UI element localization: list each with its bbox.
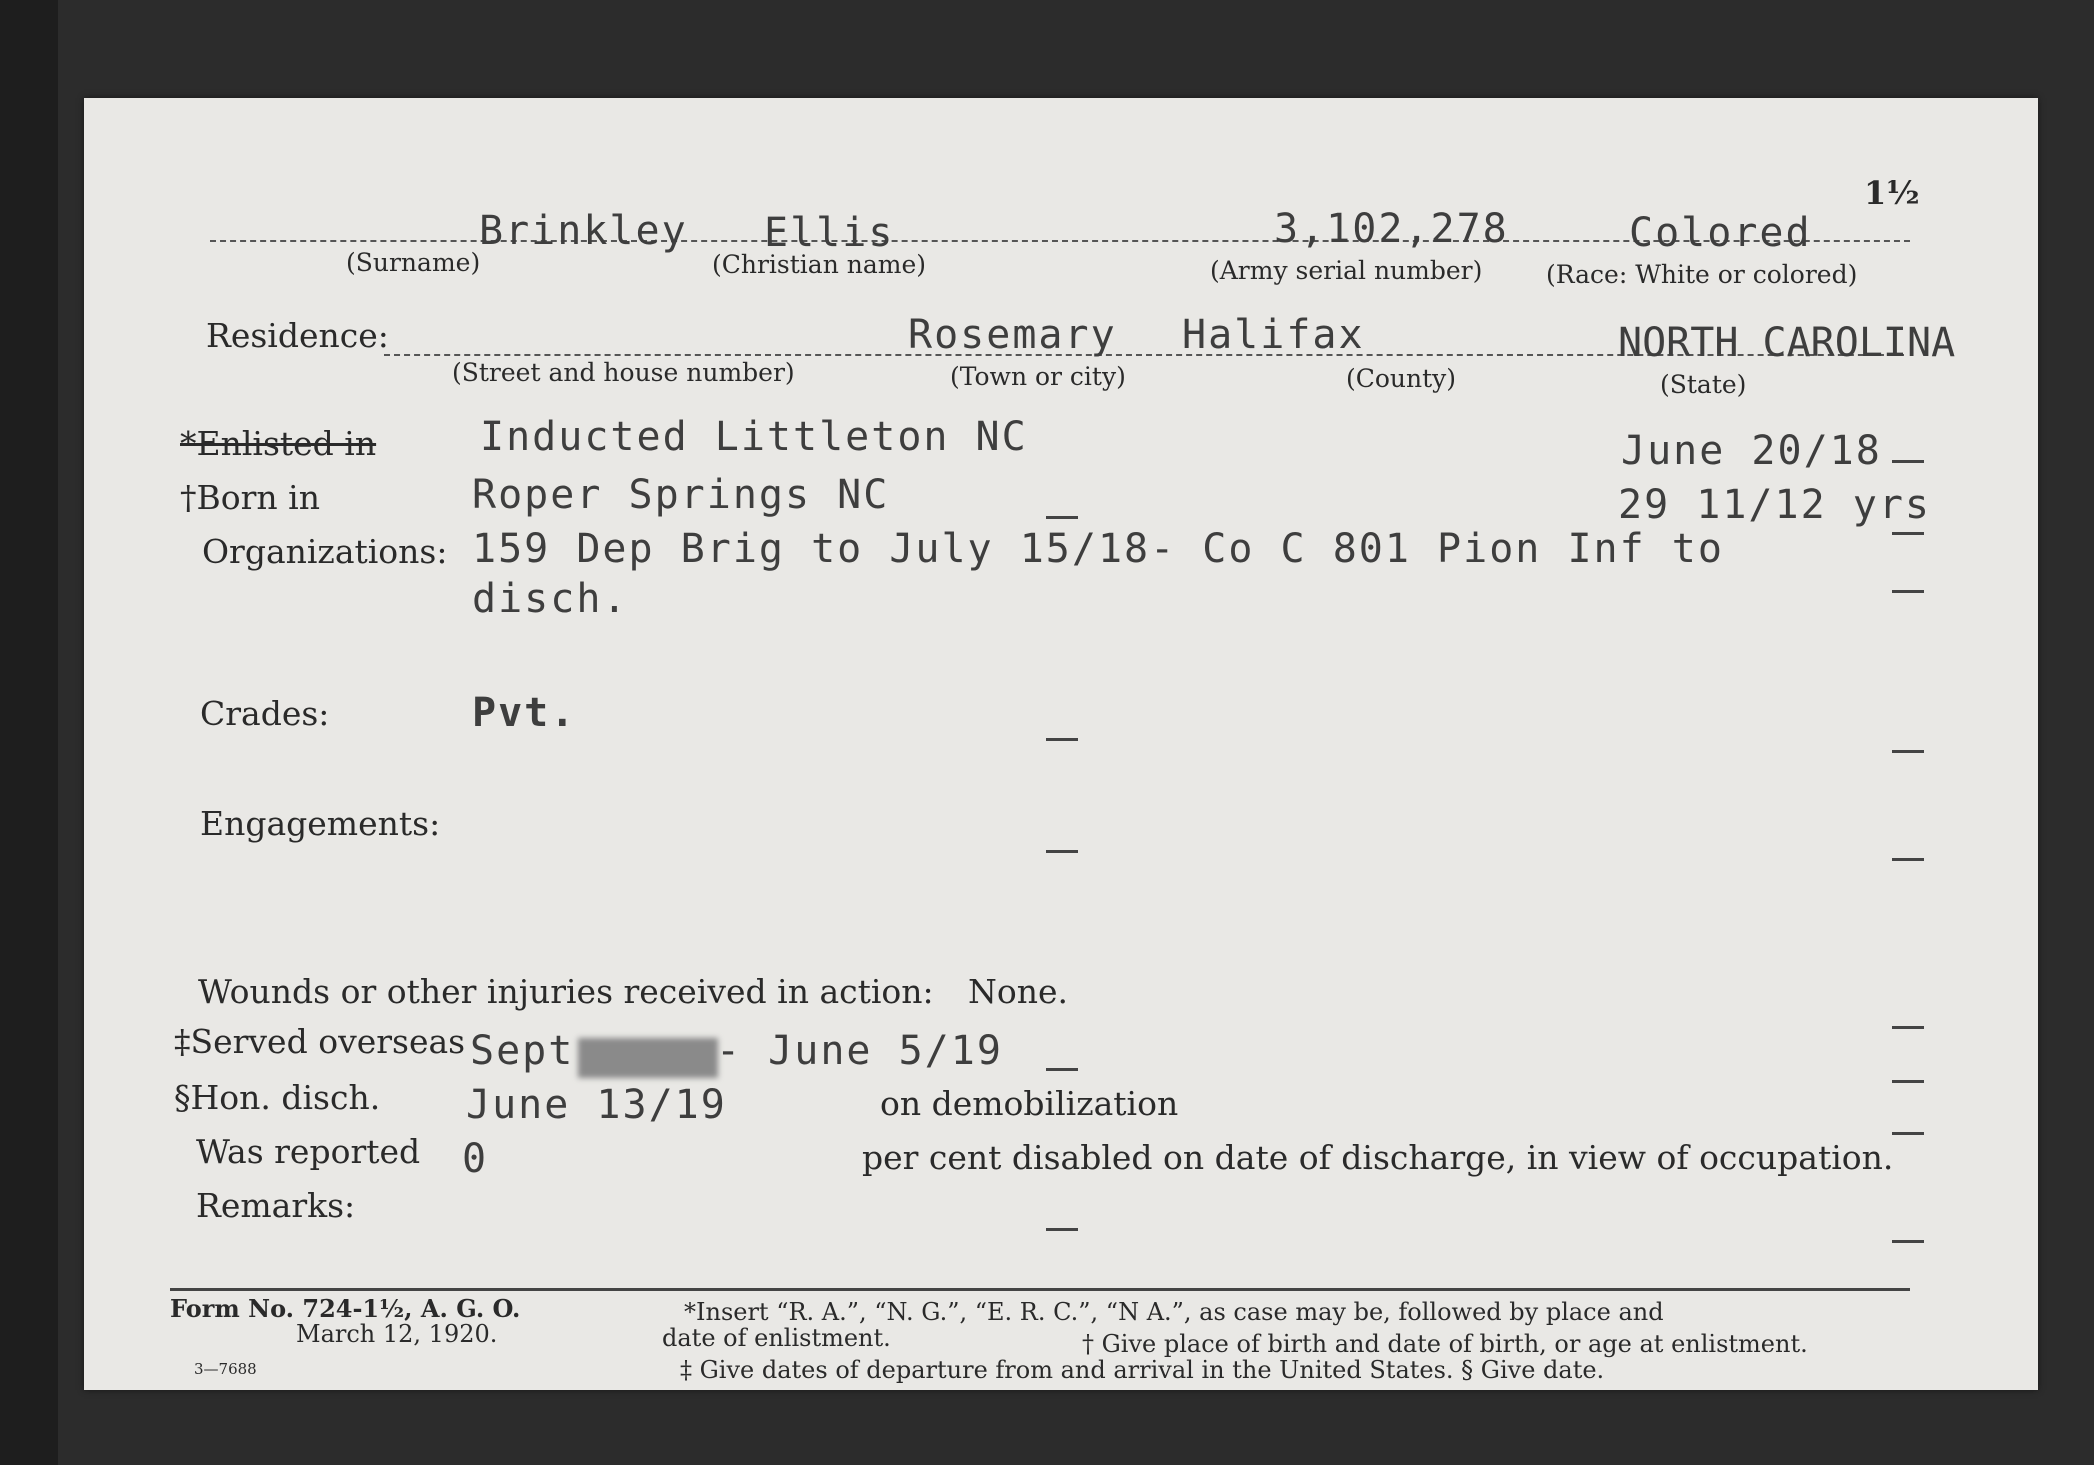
organizations-line2: disch.	[472, 576, 629, 622]
margin-dash	[1892, 532, 1924, 535]
middle-dash	[1046, 1228, 1078, 1231]
middle-dash	[1046, 1068, 1078, 1071]
hon-disch-label: §Hon. disch.	[174, 1078, 381, 1117]
margin-dash	[1892, 1026, 1924, 1029]
hon-disch-date: June 13/19	[466, 1082, 727, 1128]
residence-state: NORTH CAROLINA	[1618, 320, 1956, 366]
county-caption: (County)	[1346, 364, 1457, 393]
footer-rule	[170, 1288, 1910, 1291]
engagements-label: Engagements:	[200, 804, 441, 843]
born-label: †Born in	[180, 478, 320, 517]
enlisted-label: *Enlisted in	[180, 424, 377, 463]
footnote-insert: *Insert “R. A.”, “N. G.”, “E. R. C.”, “N A.”, as case may be, followed by place and	[684, 1298, 1664, 1326]
redacted-date-smudge	[578, 1038, 718, 1078]
serial-number-value: 3,102,278	[1274, 206, 1509, 252]
was-reported-label: Was reported	[196, 1132, 421, 1171]
state-caption: (State)	[1660, 370, 1747, 399]
disability-text: per cent disabled on date of discharge, in view of occupation.	[862, 1138, 1894, 1177]
footnote-birth: † Give place of birth and date of birth, or age at enlistment.	[1082, 1330, 1808, 1358]
served-overseas-end: - June 5/19	[716, 1028, 1003, 1074]
margin-dash	[1892, 460, 1924, 463]
print-code: 3—7688	[194, 1360, 257, 1378]
served-overseas-label: ‡Served overseas	[174, 1022, 466, 1061]
middle-dash	[1046, 516, 1078, 519]
surname-value: Brinkley	[479, 208, 688, 254]
scanner-background-edge	[0, 0, 58, 1465]
residence-county: Halifax	[1182, 312, 1365, 358]
wounds-label: Wounds or other injuries received in action:	[198, 972, 934, 1011]
residence-label: Residence:	[206, 316, 389, 355]
was-reported-value: 0	[462, 1136, 489, 1182]
residence-town: Rosemary	[908, 312, 1117, 358]
remarks-label: Remarks:	[196, 1186, 356, 1225]
wounds-value: None.	[968, 972, 1069, 1011]
organizations-label: Organizations:	[202, 532, 448, 571]
race-value: Colored	[1629, 210, 1812, 256]
card-number: 1½	[1864, 174, 1920, 212]
grades-label: Crades:	[200, 694, 330, 733]
margin-dash	[1892, 1132, 1924, 1135]
served-overseas-start: Sept	[470, 1028, 575, 1074]
margin-dash	[1892, 1080, 1924, 1083]
hon-disch-note: on demobilization	[880, 1084, 1179, 1123]
surname-caption: (Surname)	[346, 248, 481, 277]
form-date: March 12, 1920.	[296, 1320, 498, 1348]
serial-number-caption: (Army serial number)	[1210, 256, 1483, 285]
born-value: Roper Springs NC	[472, 472, 890, 518]
middle-dash	[1046, 850, 1078, 853]
margin-dash	[1892, 858, 1924, 861]
form-number: Form No. 724-1½, A. G. O.	[170, 1294, 521, 1323]
christian-name-value: Ellis	[764, 210, 895, 256]
margin-dash	[1892, 750, 1924, 753]
street-caption: (Street and house number)	[452, 358, 795, 387]
grades-value: Pvt.	[472, 690, 577, 736]
enlisted-value: Inducted Littleton NC	[480, 414, 1028, 460]
town-caption: (Town or city)	[950, 362, 1126, 391]
race-caption: (Race: White or colored)	[1546, 260, 1858, 289]
born-age: 29 11/12 yrs	[1618, 482, 1931, 528]
middle-dash	[1046, 738, 1078, 741]
footnote-insert-cont: date of enlistment.	[662, 1324, 891, 1352]
christian-name-caption: (Christian name)	[712, 250, 927, 279]
organizations-line1: 159 Dep Brig to July 15/18- Co C 801 Pion Inf to	[472, 526, 1724, 572]
margin-dash	[1892, 1240, 1924, 1243]
service-record-card	[84, 98, 2038, 1390]
enlisted-date: June 20/18	[1621, 428, 1882, 474]
footnote-overseas: ‡ Give dates of departure from and arrival in the United States. § Give date.	[680, 1356, 1605, 1384]
margin-dash	[1892, 590, 1924, 593]
